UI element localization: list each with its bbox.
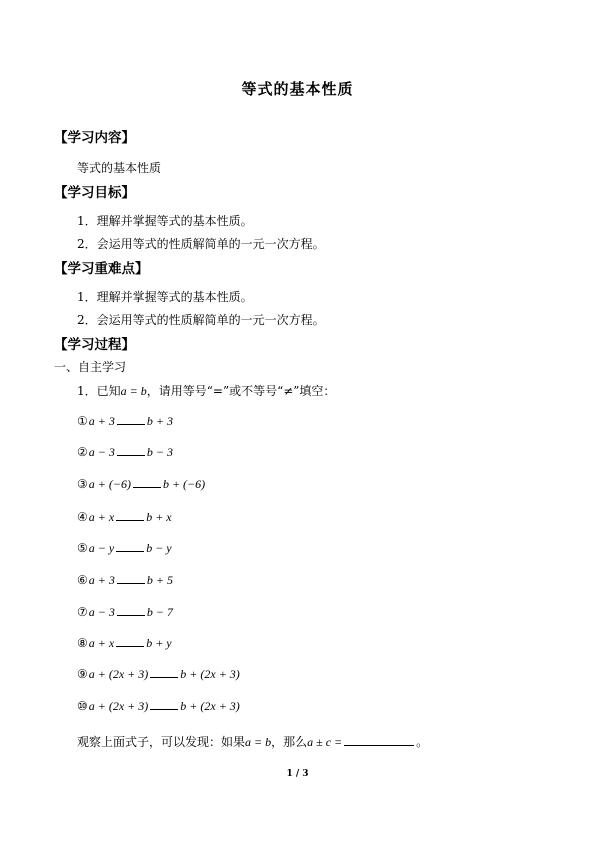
- self-study-heading: 一、自主学习: [54, 360, 127, 374]
- item-number: ①: [77, 414, 88, 428]
- answer-blank[interactable]: [116, 508, 144, 521]
- item-number: ⑥: [77, 573, 88, 587]
- page-number: 1 / 3: [286, 769, 309, 779]
- fill-item-10: [77, 697, 240, 714]
- answer-blank[interactable]: [117, 412, 145, 425]
- answer-blank[interactable]: [116, 634, 144, 647]
- fill-item-4: [77, 508, 172, 525]
- item-left-expr: a + (−6): [88, 477, 131, 491]
- item-right-expr: b − 7: [146, 605, 173, 619]
- key-point-1: 1．理解并掌握等式的基本性质。: [77, 290, 253, 304]
- answer-blank[interactable]: [117, 603, 145, 616]
- item-right-expr: b + 5: [146, 573, 173, 587]
- fill-item-8: [77, 634, 172, 651]
- observation-end: 。: [416, 735, 429, 749]
- item-left-expr: a − y: [88, 541, 115, 555]
- fill-item-5: [77, 539, 172, 556]
- answer-blank[interactable]: [117, 443, 145, 456]
- observation-mid: ，那么: [271, 735, 308, 749]
- fill-item-9: [77, 665, 240, 682]
- section-header-key-points: 【学习重难点】: [54, 261, 149, 277]
- key-point-2: 2．会运用等式的性质解简单的一元一次方程。: [77, 313, 325, 327]
- item-left-expr: a + x: [88, 636, 115, 650]
- observation-given: a = b: [245, 735, 272, 749]
- item-left-expr: a + 3: [88, 414, 115, 428]
- page-title: 等式的基本性质: [241, 80, 354, 98]
- section-header-process: 【学习过程】: [54, 337, 135, 353]
- fill-item-1: [77, 412, 173, 429]
- fill-item-3: [77, 475, 205, 492]
- item-number: ⑦: [77, 605, 88, 619]
- item-number: ②: [77, 445, 88, 459]
- item-left-expr: a + (2x + 3): [88, 667, 149, 681]
- item-right-expr: b + 3: [146, 414, 173, 428]
- answer-blank[interactable]: [150, 665, 178, 678]
- observation-expr: a ± c =: [307, 735, 343, 749]
- item-number: ⑩: [77, 699, 88, 713]
- item-number: ⑤: [77, 541, 88, 555]
- item-left-expr: a + (2x + 3): [88, 699, 149, 713]
- item-right-expr: b − y: [146, 541, 172, 555]
- item-number: ③: [77, 477, 88, 491]
- item-number: ④: [77, 510, 88, 524]
- question-1-given: a = b: [120, 384, 147, 398]
- fill-item-6: [77, 571, 173, 588]
- question-1: [77, 382, 335, 399]
- answer-blank[interactable]: [133, 475, 161, 488]
- item-right-expr: b − 3: [146, 445, 173, 459]
- goal-item-1: 1．理解并掌握等式的基本性质。: [77, 214, 253, 228]
- observation-prefix: 观察上面式子，可以发现：如果: [77, 735, 246, 749]
- item-left-expr: a + 3: [88, 573, 115, 587]
- item-right-expr: b + (2x + 3): [180, 699, 240, 713]
- section-header-goals: 【学习目标】: [54, 185, 135, 201]
- item-number: ⑨: [77, 667, 88, 681]
- question-1-suffix: ，请用等号“=”或不等号“≠”填空：: [146, 384, 336, 398]
- fill-item-7: [77, 603, 173, 620]
- answer-blank[interactable]: [150, 697, 178, 710]
- item-right-expr: b + (2x + 3): [180, 667, 240, 681]
- answer-blank[interactable]: [117, 571, 145, 584]
- section-header-content: 【学习内容】: [54, 130, 135, 146]
- item-right-expr: b + x: [146, 510, 172, 524]
- content-text: 等式的基本性质: [77, 161, 162, 175]
- item-right-expr: b + y: [146, 636, 172, 650]
- observation-answer-blank[interactable]: [344, 733, 414, 746]
- item-left-expr: a − 3: [88, 445, 115, 459]
- observation-line: [77, 733, 428, 750]
- question-1-prefix: 1．已知: [77, 384, 121, 398]
- item-right-expr: b + (−6): [162, 477, 206, 491]
- answer-blank[interactable]: [116, 539, 144, 552]
- item-number: ⑧: [77, 636, 88, 650]
- item-left-expr: a − 3: [88, 605, 115, 619]
- item-left-expr: a + x: [88, 510, 115, 524]
- fill-item-2: [77, 443, 173, 460]
- goal-item-2: 2．会运用等式的性质解简单的一元一次方程。: [77, 237, 325, 251]
